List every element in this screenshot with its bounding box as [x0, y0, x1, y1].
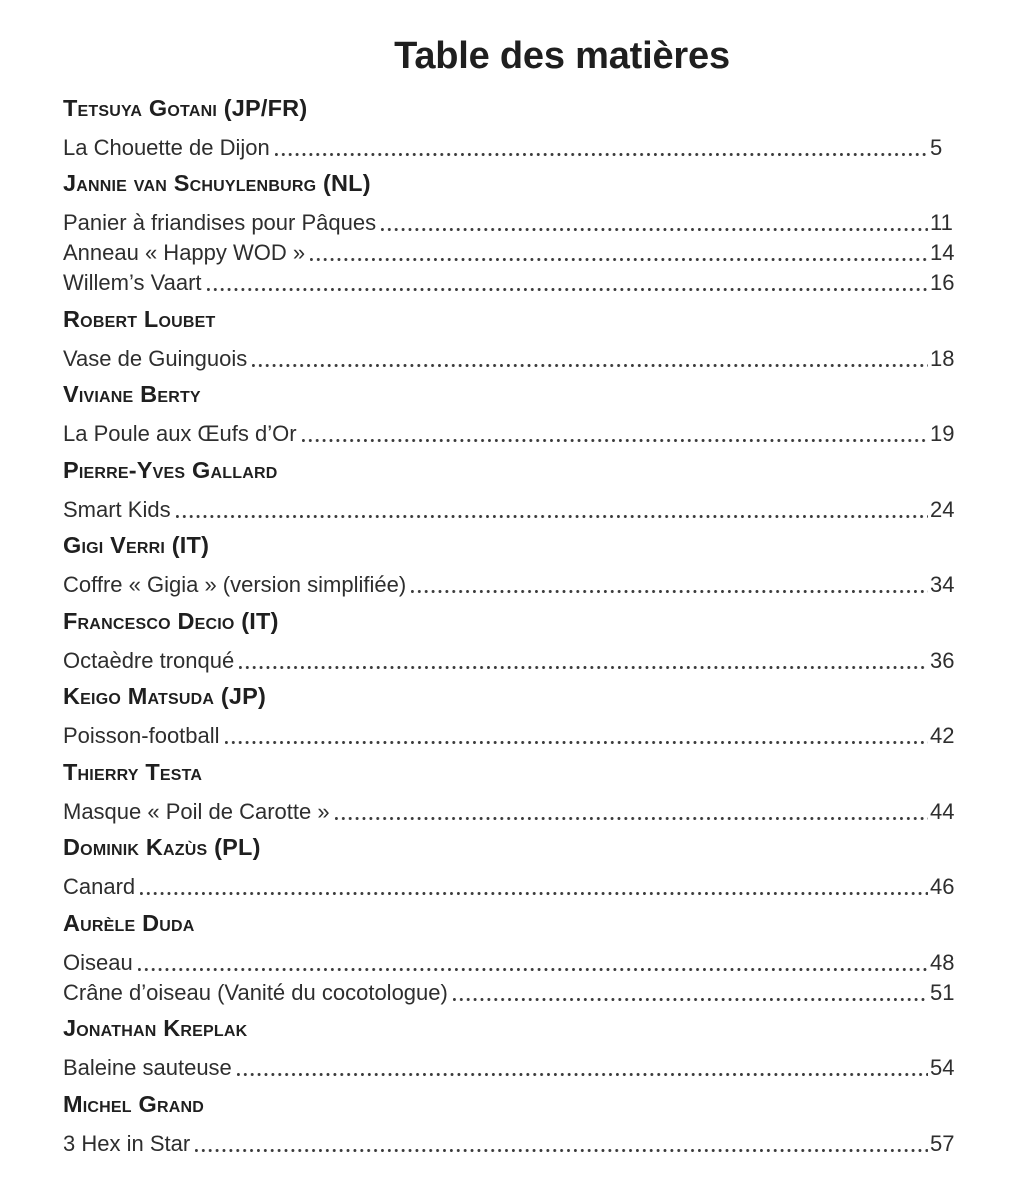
dot-leader-icon [310, 238, 928, 268]
author-heading: Pierre-Yves Gallard [63, 456, 278, 483]
toc-entry [63, 872, 955, 902]
dot-leader-icon [275, 133, 928, 163]
toc-entry [63, 948, 955, 978]
toc-entry [63, 344, 955, 374]
entry-title: Poisson-football [63, 723, 220, 748]
toc-entry [63, 238, 955, 268]
toc-entry [63, 208, 955, 238]
author-heading: Dominik Kazùs (PL) [63, 834, 261, 860]
dot-leader-icon [302, 419, 928, 449]
entry-title: Baleine sauteuse [63, 1055, 232, 1080]
toc-entry [63, 419, 955, 449]
page-number: 34 [930, 572, 955, 597]
page-number: 42 [930, 723, 955, 748]
dot-leader-icon [239, 646, 928, 676]
entry-title: Oiseau [63, 949, 133, 975]
author-heading: Gigi Verri (IT) [63, 532, 210, 558]
author-heading: Jannie van Schuylenburg (NL) [63, 170, 371, 196]
dot-leader-icon [207, 268, 928, 298]
author-heading: Tetsuya Gotani (JP/FR) [63, 94, 308, 121]
page-number: 18 [930, 345, 955, 371]
page-number: 24 [930, 496, 955, 522]
entry-title: La Chouette de Dijon [63, 134, 270, 160]
dot-leader-icon [252, 344, 928, 374]
page-number: 5 [930, 134, 943, 160]
toc-entry [63, 570, 955, 600]
page-title: Table des matières [394, 35, 730, 77]
entry-title: Panier à friandises pour Pâques [63, 210, 377, 235]
toc-entry [63, 1053, 955, 1083]
entry-title: Vase de Guinguois [63, 345, 248, 371]
entry-title: Octaèdre tronqué [63, 647, 235, 673]
author-heading: Viviane Berty [63, 381, 201, 407]
entry-title: Canard [63, 874, 136, 899]
toc-entry [63, 133, 955, 163]
entry-title: La Poule aux Œufs d’Or [63, 421, 297, 446]
entry-title: Crâne d’oiseau (Vanité du cocotologue) [63, 979, 448, 1005]
toc-list [63, 87, 955, 1159]
author-heading: Robert Loubet [63, 305, 216, 332]
author-heading: Keigo Matsuda (JP) [63, 683, 267, 709]
dot-leader-icon [453, 978, 928, 1008]
page-number: 46 [930, 874, 955, 899]
dot-leader-icon [176, 495, 928, 525]
dot-leader-icon [411, 570, 928, 600]
dot-leader-icon [138, 948, 928, 978]
page-number: 54 [930, 1055, 955, 1080]
entry-title: Anneau « Happy WOD » [63, 240, 306, 265]
toc-entry [63, 268, 955, 298]
entry-title: Coffre « Gigia » (version simplifiée) [63, 572, 407, 597]
author-heading: Aurèle Duda [63, 909, 195, 936]
dot-leader-icon [237, 1053, 928, 1083]
dot-leader-icon [225, 721, 928, 751]
page-number: 14 [930, 240, 955, 265]
dot-leader-icon [335, 797, 928, 827]
entry-title: 3 Hex in Star [63, 1130, 191, 1156]
author-heading: Jonathan Kreplak [63, 1015, 248, 1041]
dot-leader-icon [140, 872, 928, 902]
entry-title: Willem’s Vaart [63, 270, 202, 295]
page-number: 36 [930, 647, 955, 673]
page-number: 16 [930, 270, 955, 295]
entry-title: Smart Kids [63, 496, 171, 522]
toc-entry [63, 495, 955, 525]
page-number: 51 [930, 979, 955, 1005]
toc-entry [63, 646, 955, 676]
toc-entry [63, 978, 955, 1008]
author-heading: Francesco Decio (IT) [63, 607, 279, 634]
entry-title: Masque « Poil de Carotte » [63, 798, 330, 824]
toc-entry [63, 721, 955, 751]
author-heading: Thierry Testa [63, 758, 203, 785]
page-number: 19 [930, 421, 955, 446]
page-number: 11 [930, 210, 953, 235]
page-number: 48 [930, 949, 955, 975]
dot-leader-icon [195, 1129, 928, 1159]
dot-leader-icon [381, 208, 928, 238]
author-heading: Michel Grand [63, 1090, 205, 1117]
page-number: 57 [930, 1130, 955, 1156]
toc-entry [63, 1129, 955, 1159]
page-number: 44 [930, 798, 955, 824]
toc-entry [63, 797, 955, 827]
